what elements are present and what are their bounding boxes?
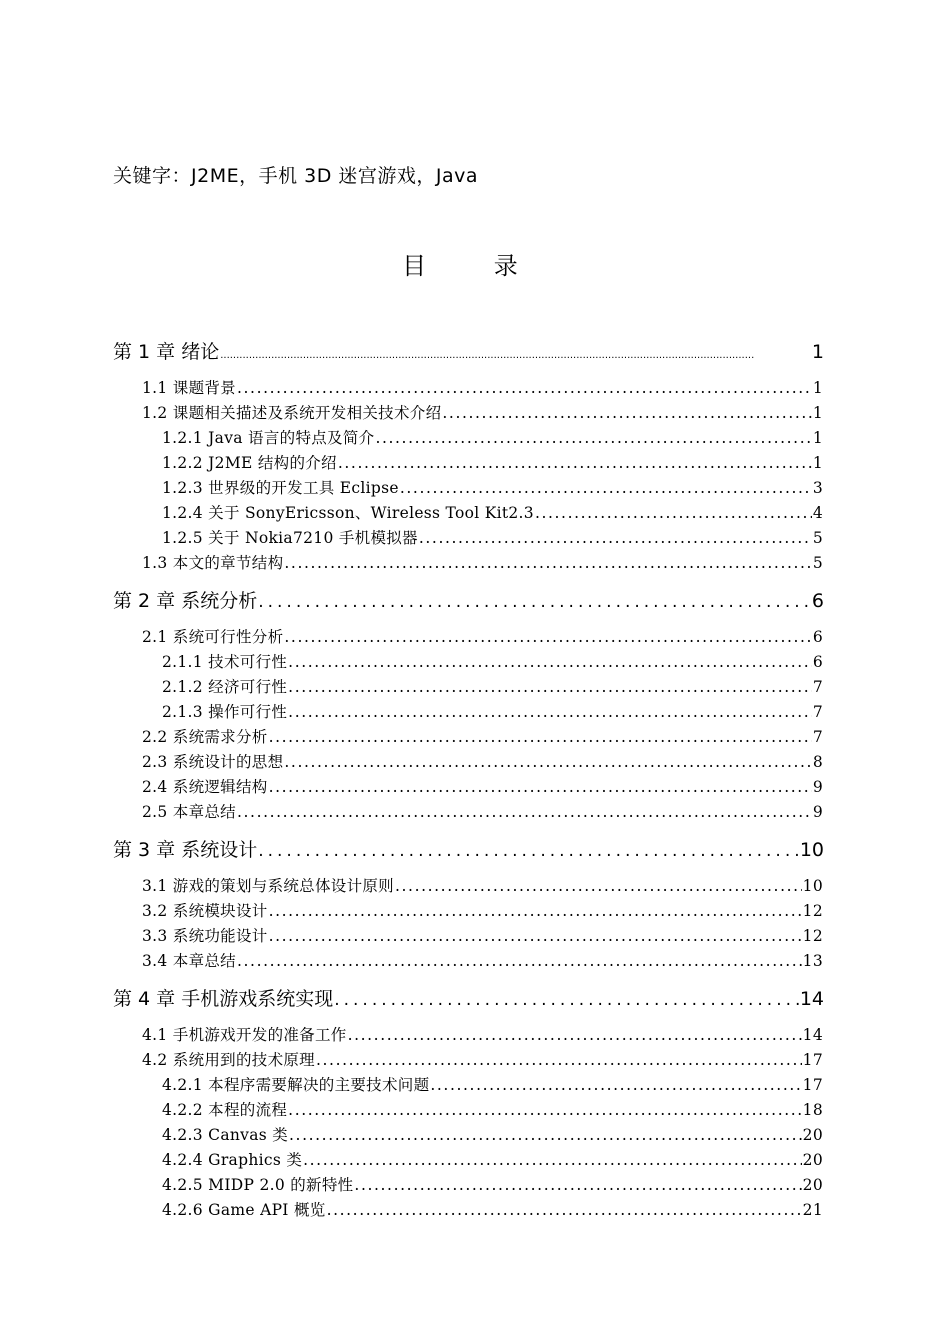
toc-leader-dots — [258, 592, 811, 612]
toc-page-number: 7 — [812, 703, 823, 721]
toc-section[interactable] — [142, 775, 823, 797]
toc-section[interactable] — [142, 874, 823, 896]
toc-subsection[interactable] — [162, 451, 823, 473]
toc-subsection[interactable] — [162, 650, 823, 672]
toc-section[interactable] — [142, 1048, 823, 1070]
toc-page-number: 8 — [812, 753, 823, 771]
toc-page-number: 17 — [802, 1051, 823, 1069]
toc-subsection[interactable] — [162, 1173, 823, 1195]
toc-page-number: 7 — [812, 678, 823, 696]
toc-entry-label: 1.2.3 世界级的开发工具 Eclipse — [162, 479, 399, 497]
toc-leader-dots — [338, 454, 812, 472]
toc-chapter-1[interactable] — [113, 337, 824, 364]
toc-subsection[interactable] — [162, 700, 823, 722]
toc-leader-dots — [269, 778, 812, 796]
toc-entry-label: 1.2 课题相关描述及系统开发相关技术介绍 — [142, 404, 442, 422]
keywords-line: 关键字：J2ME，手机 3D 迷宫游戏，Java — [113, 165, 479, 187]
toc-entry-label: 3.3 系统功能设计 — [142, 927, 268, 945]
toc-subsection[interactable] — [162, 1073, 823, 1095]
toc-page-number: 1 — [812, 429, 823, 447]
toc-page-number: 1 — [812, 379, 823, 397]
toc-leader-dots — [288, 653, 812, 671]
toc-page-number: 20 — [802, 1151, 823, 1169]
toc-entry-label: 1.2.1 Java 语言的特点及简介 — [162, 429, 375, 447]
toc-entry-label: 第 2 章 系统分析 — [113, 590, 258, 612]
toc-section[interactable] — [142, 750, 823, 772]
toc-entry-label: 2.2 系统需求分析 — [142, 728, 268, 746]
toc-entry-label: 2.1 系统可行性分析 — [142, 628, 284, 646]
toc-page-number: 1 — [811, 341, 824, 363]
toc-subsection[interactable] — [162, 675, 823, 697]
toc-entry-label: 第 1 章 绪论 — [113, 341, 220, 363]
toc-entry-label: 4.2.1 本程序需要解决的主要技术问题 — [162, 1076, 430, 1094]
toc-subsection[interactable] — [162, 1198, 823, 1220]
toc-leader-dots — [220, 350, 811, 361]
toc-leader-dots — [288, 703, 812, 721]
toc-page-number: 18 — [802, 1101, 823, 1119]
toc-entry-label: 2.1.1 技术可行性 — [162, 653, 288, 671]
toc-page-number: 12 — [802, 902, 823, 920]
toc-entry-label: 4.2.4 Graphics 类 — [162, 1151, 303, 1169]
toc-leader-dots — [316, 1051, 802, 1069]
toc-section[interactable] — [142, 725, 823, 747]
toc-page-number: 4 — [812, 504, 823, 522]
toc-entry-label: 2.3 系统设计的思想 — [142, 753, 284, 771]
toc-chapter-3[interactable] — [113, 835, 824, 862]
toc-leader-dots — [442, 404, 811, 422]
toc-page-number: 13 — [802, 952, 823, 970]
toc-section[interactable] — [142, 401, 823, 423]
toc-section[interactable] — [142, 551, 823, 573]
toc-leader-dots — [303, 1151, 802, 1169]
toc-page-number: 9 — [812, 803, 823, 821]
toc-leader-dots — [395, 877, 802, 895]
toc-title: 目 录 — [402, 252, 548, 280]
toc-leader-dots — [288, 678, 812, 696]
toc-page-number: 6 — [812, 628, 823, 646]
toc-leader-dots — [375, 429, 811, 447]
toc-leader-dots — [284, 628, 811, 646]
toc-entry-label: 1.3 本文的章节结构 — [142, 554, 284, 572]
toc-page-number: 5 — [812, 554, 823, 572]
toc-subsection[interactable] — [162, 501, 823, 523]
toc-entry-label: 1.2.4 关于 SonyEricsson、Wireless Tool Kit2.3 — [162, 504, 534, 522]
toc-page-number: 20 — [802, 1126, 823, 1144]
toc-leader-dots — [284, 753, 811, 771]
toc-subsection[interactable] — [162, 426, 823, 448]
toc-subsection[interactable] — [162, 1098, 823, 1120]
toc-page-number: 5 — [812, 529, 823, 547]
toc-entry-label: 3.2 系统模块设计 — [142, 902, 268, 920]
toc-entry-label: 4.2.5 MIDP 2.0 的新特性 — [162, 1176, 354, 1194]
toc-entry-label: 4.2.2 本程的流程 — [162, 1101, 288, 1119]
toc-entry-label: 2.1.3 操作可行性 — [162, 703, 288, 721]
toc-page-number: 10 — [802, 877, 823, 895]
toc-chapter-4[interactable] — [113, 984, 824, 1011]
toc-subsection[interactable] — [162, 1123, 823, 1145]
toc-entry-label: 第 4 章 手机游戏系统实现 — [113, 988, 334, 1010]
toc-section[interactable] — [142, 625, 823, 647]
toc-leader-dots — [269, 728, 812, 746]
toc-leader-dots — [288, 1101, 802, 1119]
toc-entry-label: 4.2.3 Canvas 类 — [162, 1126, 289, 1144]
toc-entry-label: 4.1 手机游戏开发的准备工作 — [142, 1026, 347, 1044]
toc-leader-dots — [289, 1126, 802, 1144]
toc-entry-label: 3.1 游戏的策划与系统总体设计原则 — [142, 877, 394, 895]
toc-leader-dots — [348, 1026, 802, 1044]
toc-entry-label: 2.4 系统逻辑结构 — [142, 778, 268, 796]
toc-subsection[interactable] — [162, 526, 823, 548]
toc-leader-dots — [237, 379, 812, 397]
toc-entry-label: 4.2 系统用到的技术原理 — [142, 1051, 315, 1069]
toc-page-number: 21 — [802, 1201, 823, 1219]
toc-entry-label: 第 3 章 系统设计 — [113, 839, 258, 861]
toc-page-number: 9 — [812, 778, 823, 796]
toc-page-number: 17 — [802, 1076, 823, 1094]
toc-chapter-2[interactable] — [113, 586, 824, 613]
toc-leader-dots — [269, 902, 802, 920]
toc-page-number: 14 — [799, 988, 824, 1010]
toc-leader-dots — [237, 952, 802, 970]
toc-entry-label: 1.1 课题背景 — [142, 379, 236, 397]
toc-page-number: 12 — [802, 927, 823, 945]
toc-page-number: 3 — [812, 479, 823, 497]
toc-page-number: 10 — [799, 839, 824, 861]
toc-entry-label: 2.5 本章总结 — [142, 803, 236, 821]
toc-section[interactable] — [142, 1023, 823, 1045]
toc-page-number: 20 — [802, 1176, 823, 1194]
toc-entry-label: 3.4 本章总结 — [142, 952, 236, 970]
toc-entry-label: 1.2.5 关于 Nokia7210 手机模拟器 — [162, 529, 418, 547]
toc-section[interactable] — [142, 899, 823, 921]
toc-leader-dots — [400, 479, 812, 497]
toc-leader-dots — [334, 990, 799, 1010]
toc-section[interactable] — [142, 376, 823, 398]
toc-leader-dots — [258, 841, 799, 861]
toc-page-number: 7 — [812, 728, 823, 746]
toc-entry-label: 2.1.2 经济可行性 — [162, 678, 288, 696]
toc-section[interactable] — [142, 924, 823, 946]
toc-page-number: 6 — [811, 590, 824, 612]
toc-page-number: 1 — [812, 454, 823, 472]
toc-leader-dots — [419, 529, 812, 547]
toc-leader-dots — [354, 1176, 801, 1194]
toc-section[interactable] — [142, 949, 823, 971]
toc-subsection[interactable] — [162, 1148, 823, 1170]
toc-leader-dots — [430, 1076, 801, 1094]
toc-leader-dots — [269, 927, 802, 945]
toc-page-number: 1 — [812, 404, 823, 422]
toc-subsection[interactable] — [162, 476, 823, 498]
toc-leader-dots — [535, 504, 812, 522]
toc-entry-label: 4.2.6 Game API 概览 — [162, 1201, 326, 1219]
toc-page-number: 14 — [802, 1026, 823, 1044]
toc-section[interactable] — [142, 800, 823, 822]
toc-leader-dots — [327, 1201, 802, 1219]
toc-leader-dots — [284, 554, 811, 572]
toc-entry-label: 1.2.2 J2ME 结构的介绍 — [162, 454, 337, 472]
toc-page-number: 6 — [812, 653, 823, 671]
toc-leader-dots — [237, 803, 812, 821]
